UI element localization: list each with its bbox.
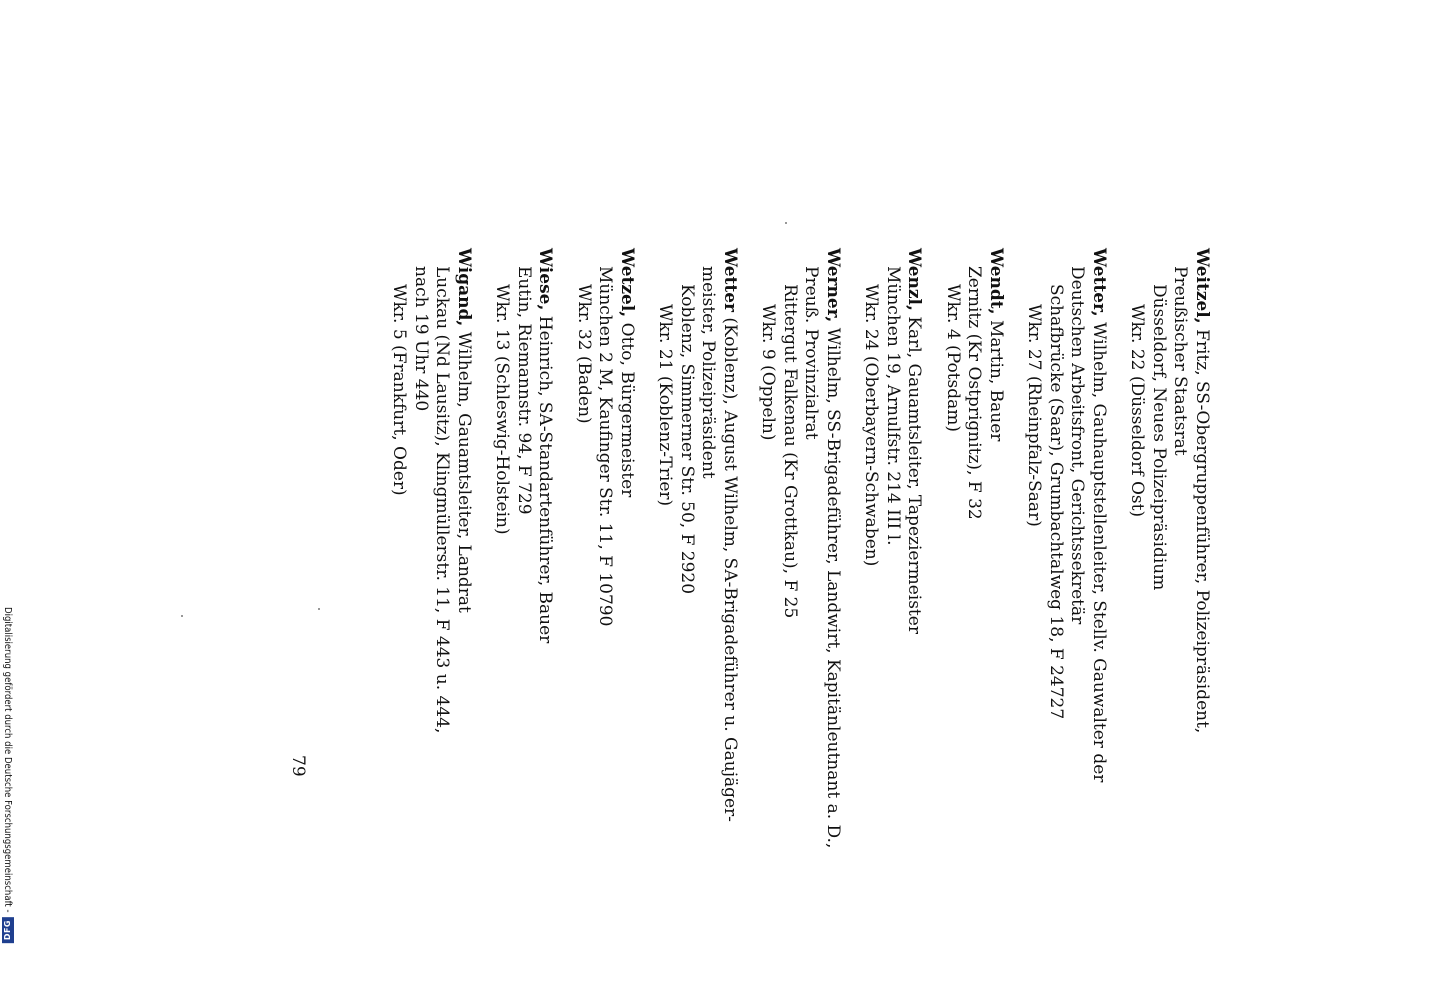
entry-text: Heinrich, SA-Standartenführer, Bauer bbox=[535, 315, 556, 644]
entry-line: Wkr. 24 (Oberbayern-Schwaben) bbox=[861, 284, 882, 567]
entry-text: (Koblenz), August Wilhelm, SA-Brigadeführer u. Gaujäger- bbox=[720, 317, 740, 822]
scan-speck bbox=[785, 222, 787, 224]
directory-entry bbox=[757, 248, 843, 849]
entry-line: Luckau (Nd Lausitz), Klingmüllerstr. 11, F 443 u. 444, bbox=[432, 266, 453, 734]
dfg-logo-icon: DFG bbox=[2, 917, 14, 943]
entry-line: Wkr. 13 (Schleswig-Holstein) bbox=[492, 284, 513, 535]
entry-line: Preuß. Provinzialrat bbox=[801, 266, 822, 440]
entry-line bbox=[903, 248, 925, 788]
entry-text: Wilhelm, Gauhauptstellenleiter, Stellv. Gauwalter der bbox=[1089, 322, 1109, 783]
directory-entry bbox=[860, 248, 925, 788]
entry-line: Deutschen Arbeitsfront, Gerichtssekretär bbox=[1067, 266, 1088, 625]
entry-line: Düsseldorf, Neues Polizeipräsidium bbox=[1149, 284, 1169, 591]
entry-line bbox=[453, 248, 475, 788]
entry-surname: Wetzel, bbox=[617, 248, 637, 318]
entry-text: Wilhelm, Gauamtsleiter, Landrat bbox=[454, 331, 474, 613]
entry-text: Otto, Bürgermeister bbox=[617, 322, 637, 498]
directory-text-block bbox=[371, 248, 1212, 849]
entry-surname: Wetter bbox=[720, 248, 740, 312]
entry-line: Wkr. 27 (Rheinpfalz-Saar) bbox=[1024, 304, 1045, 527]
entry-text: Wilhelm, SS-Brigadeführer, Landwirt, Kapitänleutnant a. D., bbox=[823, 327, 843, 849]
entry-line bbox=[616, 248, 638, 788]
directory-entry bbox=[388, 248, 474, 788]
entry-line: München 19, Arnulfstr. 214 III l. bbox=[883, 266, 903, 546]
page-number: 79 bbox=[288, 755, 308, 777]
directory-entry bbox=[1023, 248, 1109, 788]
entry-surname: Werner, bbox=[823, 248, 843, 323]
entry-surname: Wetter, bbox=[1089, 248, 1109, 317]
entry-surname: Wendt, bbox=[986, 248, 1006, 315]
entry-line: Eutin, Riemannstr. 94, F 729 bbox=[514, 266, 534, 515]
scan-speck bbox=[181, 615, 183, 617]
entry-text: Martin, Bauer bbox=[986, 319, 1006, 442]
credit-text: Digitalisierung gefördert durch die Deutsche Forschungsgemeinschaft - bbox=[2, 607, 14, 913]
entry-line: Preußischer Staatsrat bbox=[1170, 266, 1191, 456]
digitization-credit bbox=[2, 607, 14, 943]
entry-line: Wkr. 5 (Frankfurt, Oder) bbox=[389, 284, 410, 496]
entry-line bbox=[534, 248, 556, 788]
entry-text: Karl, Gauamtsleiter, Tapeziermeister bbox=[904, 316, 925, 634]
entry-line: Schafbrücke (Saar), Grumbachtalweg 18, F 24727 bbox=[1046, 284, 1066, 720]
entry-line: Wkr. 32 (Baden) bbox=[574, 284, 594, 424]
entry-line: Rittergut Falkenau (Kr Grottkau), F 25 bbox=[780, 284, 800, 619]
entry-surname: Wenzl, bbox=[904, 248, 925, 311]
entry-line: Koblenz, Simmerner Str. 50, F 2920 bbox=[677, 284, 697, 595]
entry-surname: Wiese, bbox=[535, 248, 556, 311]
entry-line: München 2 M, Kaufinger Str. 11, F 10790 bbox=[595, 266, 616, 627]
entry-line bbox=[985, 248, 1007, 788]
scan-speck bbox=[318, 608, 320, 610]
entry-line: nach 19 Uhr 440 bbox=[411, 266, 431, 412]
directory-entry bbox=[942, 248, 1007, 788]
entry-line bbox=[1191, 248, 1213, 788]
entry-line: Wkr. 4 (Potsdam) bbox=[943, 284, 963, 433]
directory-entry bbox=[491, 248, 556, 788]
entry-surname: Wigand, bbox=[454, 248, 474, 327]
entry-line bbox=[822, 248, 844, 849]
entry-line: Wkr. 9 (Oppeln) bbox=[758, 304, 779, 441]
entry-text: Fritz, SS-Obergruppenführer, Polizeipräsident, bbox=[1192, 329, 1212, 734]
directory-entry bbox=[573, 248, 638, 788]
directory-entry bbox=[654, 248, 740, 822]
entry-surname: Weitzel, bbox=[1192, 248, 1212, 324]
directory-entry bbox=[1126, 248, 1212, 788]
entry-line: Wkr. 21 (Koblenz-Trier) bbox=[655, 304, 676, 507]
entry-line: meister, Polizeipräsident bbox=[698, 266, 719, 479]
entry-line bbox=[719, 248, 741, 822]
entry-line: Zernitz (Kr Ostprignitz), F 32 bbox=[964, 266, 985, 520]
entry-line: Wkr. 22 (Düsseldorf Ost) bbox=[1127, 304, 1148, 518]
entry-line bbox=[1088, 248, 1110, 788]
